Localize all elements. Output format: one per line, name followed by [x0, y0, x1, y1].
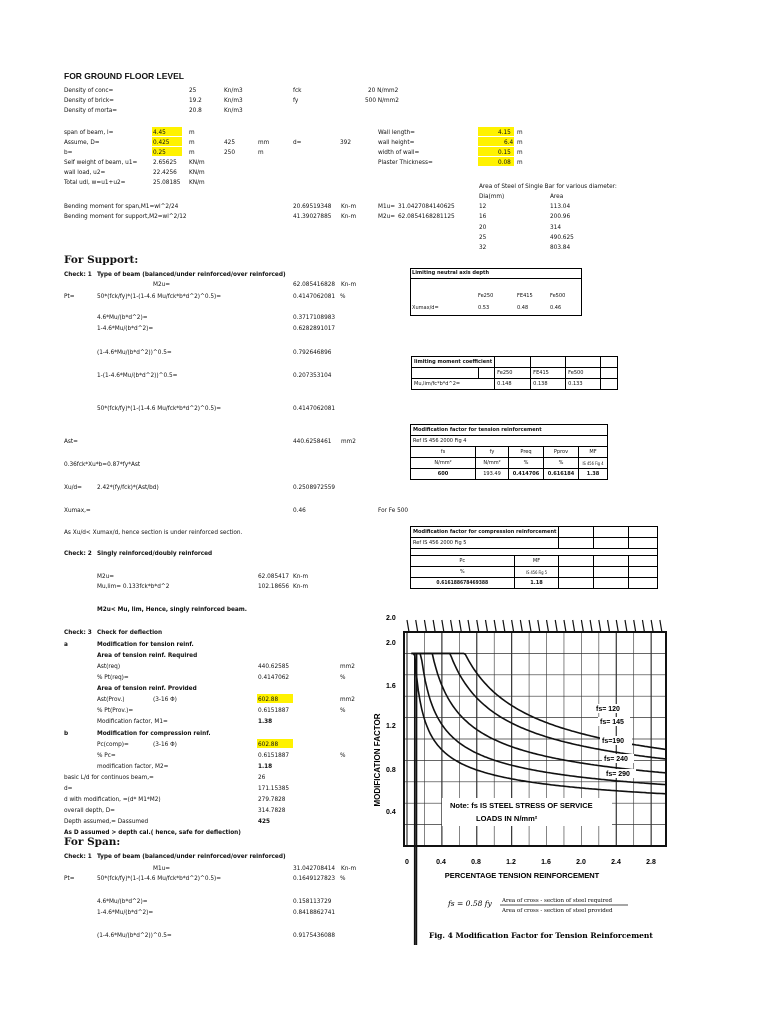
total-udl-value: 25.08185 — [153, 178, 181, 186]
formula-left: fs = 0.58 fy — [448, 899, 492, 908]
ratio3-value: 0.792646896 — [293, 348, 332, 356]
d-calc-label: d= — [64, 784, 73, 792]
ast-req-label: Ast(req) — [97, 662, 121, 670]
d-value: 392 — [340, 138, 351, 146]
top-tick — [547, 620, 549, 632]
xud-value: 0.2508972559 — [293, 483, 336, 491]
m2u-label: M2u= — [153, 280, 171, 288]
total-udl-unit: KN/m — [189, 178, 205, 186]
span-ratio2-value: 0.8418862741 — [293, 908, 336, 916]
check1-title: Type of beam (balanced/under reinforced/over reinforced) — [97, 270, 286, 278]
bar-area-title: Area of Steel of Single Bar for various diameter: — [479, 182, 617, 190]
pt-req-label: % Pt(req)= — [97, 673, 129, 681]
ratio1-label: 4.6*Mu/(b*d^2)= — [97, 313, 148, 321]
formula-denominator: Area of cross - section of steel provided — [502, 908, 613, 914]
wall-width-label: width of wall= — [378, 148, 420, 156]
ppc-label: % Pc= — [97, 751, 116, 759]
equilibrium-eq: 0.36fck*Xu*b=0.87*fy*Ast — [64, 460, 141, 468]
mc-header: Fe500 — [566, 368, 601, 379]
span-ratio1-label: 4.6*Mu/(b*d^2)= — [97, 897, 148, 905]
check2-result: M2u< Mu, lim, Hence, singly reinforced beam. — [97, 605, 247, 613]
top-tick — [573, 620, 575, 632]
pt-prov-value: 0.6151887 — [258, 706, 290, 714]
ppc-value: 0.6151887 — [258, 751, 290, 759]
wall-width-value[interactable]: 0.15 — [498, 148, 511, 156]
span-heading: For Span: — [64, 836, 121, 848]
t3-value: 193.49 — [476, 469, 509, 480]
t3-header: MF — [579, 447, 608, 458]
span-check1-label: Check: 1 — [64, 852, 92, 860]
ast-prov-label: Ast(Prov.) — [97, 695, 125, 703]
mc-value: 0.138 — [531, 379, 566, 390]
ratio3-label: (1-4.6*Mu/(b*d^2))^0.5= — [97, 348, 172, 356]
m1-label: Modification factor, M1= — [97, 717, 168, 725]
curve-label: fs= 145 — [600, 719, 624, 726]
density-brick-label: Density of brick= — [64, 96, 114, 104]
density-brick-unit: Kn/m3 — [224, 96, 243, 104]
density-mortar-unit: Kn/m3 — [224, 106, 243, 114]
note-line-1: Note: fs IS STEEL STRESS OF SERVICE — [450, 801, 593, 810]
b-label: b= — [64, 148, 73, 156]
y-tick: 1.2 — [386, 723, 396, 730]
top-tick — [625, 620, 627, 632]
m2-value: 1.18 — [258, 762, 273, 770]
xumax-label: Xumax,= — [64, 506, 91, 514]
span-ratio3-label: (1-4.6*Mu/(b*d^2))^0.5= — [97, 931, 172, 939]
m2u-check2-value: 62.085417 — [258, 572, 290, 580]
top-tick — [660, 620, 662, 632]
m1u-label: M1u= — [378, 202, 396, 210]
wall-load-label: wall load, u2= — [64, 168, 106, 176]
self-weight-value: 2.65625 — [153, 158, 177, 166]
wall-length-value[interactable]: 4.15 — [498, 128, 511, 136]
top-tick — [651, 620, 653, 632]
t3-unit: IS 456 Fig 4 — [579, 458, 608, 469]
mulim-label: Mu,lim= 0.133fck*b*d^2 — [97, 582, 170, 590]
t3-value: 0.616184 — [544, 469, 579, 480]
na-value: 0.48 — [517, 305, 529, 311]
b-mm-unit: m — [258, 148, 264, 156]
t3-unit: N/mm² — [411, 458, 476, 469]
t3-header: fs — [411, 447, 476, 458]
figure-caption: Fig. 4 Modification Factor for Tension Reinforcement — [429, 931, 653, 940]
ast-prov-value[interactable]: 602.88 — [258, 695, 279, 703]
mc-header: FE415 — [531, 368, 566, 379]
t4-unit: % — [411, 567, 515, 578]
x-tick: 2.0 — [576, 859, 586, 866]
top-tick — [555, 620, 557, 632]
y-tick: 1.6 — [386, 683, 396, 690]
check3-label: Check: 3 — [64, 628, 92, 636]
for-fe500: For Fe 500 — [378, 506, 409, 514]
xud-formula: 2.42*(fy/fck)*(Ast/bd) — [97, 483, 159, 491]
bm-span-unit: Kn-m — [341, 202, 357, 210]
bar-area: 113.04 — [550, 202, 571, 210]
fck-value: 20 N/mm2 — [368, 86, 399, 94]
na-row-label: Xumax/d= — [412, 305, 439, 311]
moment-coef-title: limiting moment coefficient — [412, 357, 495, 368]
span-ratio3-value: 0.9175436088 — [293, 931, 336, 939]
x-tick: 0 — [405, 859, 409, 866]
pt-req-unit: % — [340, 673, 346, 681]
na-header: Fe250 — [478, 293, 494, 299]
top-tick — [642, 620, 644, 632]
ast-unit: mm2 — [341, 437, 356, 445]
pt-formula: 50*(fck/fy)*(1-(1-4.6 Mu/fck*b*d^2)^0.5)= — [97, 292, 222, 300]
density-conc-unit: Kn/m3 — [224, 86, 243, 94]
assume-value[interactable]: 0.425 — [153, 138, 170, 146]
na-header: FE415 — [517, 293, 533, 299]
span-m1u-unit: Kn-m — [341, 864, 357, 872]
top-tick — [581, 620, 583, 632]
pt-unit: % — [340, 292, 346, 300]
tension-mf-ref: Ref IS 456 2000 Fig 4 — [411, 436, 608, 447]
neutral-axis-title: Limiting neutral axis depth — [412, 270, 490, 276]
bm-span-label: Bending moment for span,M1=wl^2/24 — [64, 202, 179, 210]
bar-area-header: Area — [550, 192, 564, 200]
m2u-check2-unit: Kn-m — [293, 572, 309, 580]
bar-area: 200.96 — [550, 212, 571, 220]
pt-prov-label: % Pt(Prov.)= — [97, 706, 134, 714]
d-calc-value: 171.15385 — [258, 784, 290, 792]
wall-length-unit: m — [517, 128, 523, 136]
formula-numerator: Area of cross - section of steel required — [502, 898, 612, 904]
bar-area: 490.625 — [550, 233, 574, 241]
top-tick — [485, 620, 487, 632]
t4-header: Pc — [411, 556, 515, 567]
ratio4-label: 1-(1-4.6*Mu/(b*d^2))^0.5= — [97, 371, 178, 379]
density-brick-value: 19.2 — [189, 96, 202, 104]
ast-prov-unit: mm2 — [340, 695, 355, 703]
t4-value: 0.616188678469388 — [411, 578, 515, 589]
bar-dia: 12 — [479, 202, 487, 210]
item-b: b — [64, 729, 69, 737]
check2-title: Singly reinforced/doubly reinforced — [97, 549, 213, 557]
wall-height-value[interactable]: 6.4 — [504, 138, 514, 146]
top-tick — [520, 620, 522, 632]
span-pt-formula: 50*(fck/fy)*(1-(1-4.6 Mu/fck*b*d^2)^0.5)= — [97, 874, 222, 882]
y-tick: 2.0 — [386, 615, 396, 622]
m1-value: 1.38 — [258, 717, 273, 725]
plaster-value[interactable]: 0.08 — [498, 158, 511, 166]
span-check1-title: Type of beam (balanced/under reinforced/over reinforced) — [97, 852, 286, 860]
depth-assumed-label: Depth assumed,= Dassumed — [64, 817, 149, 825]
ast-value: 440.6258461 — [293, 437, 332, 445]
x-axis-label: PERCENTAGE TENSION REINFORCEMENT — [444, 871, 600, 880]
d-mod-label: d with modification, =(d* M1*M2) — [64, 795, 161, 803]
top-tick — [451, 620, 453, 632]
deflection-result: As D assumed > depth cal.( hence, safe for deflection) — [64, 828, 241, 836]
item-a: a — [64, 640, 68, 648]
basic-ld-value: 26 — [258, 773, 266, 781]
ast-label: Ast= — [64, 437, 78, 445]
m2-label: modification factor, M2= — [97, 762, 169, 770]
bar-dia-header: Dia(mm) — [479, 192, 505, 200]
compression-mf-title: Modification factor for compression reinforcement — [411, 527, 559, 538]
x-tick: 0.4 — [436, 859, 446, 866]
mc-row-label: Mu,lim/fc*b*d^2= — [412, 379, 495, 390]
x-tick: 0.8 — [471, 859, 481, 866]
t4-value: 1.18 — [514, 578, 559, 589]
m2u-value: 62.0854168281125 — [398, 212, 455, 220]
bar-dia: 20 — [479, 223, 487, 231]
top-tick — [442, 620, 444, 632]
page-title: FOR GROUND FLOOR LEVEL — [64, 71, 184, 81]
span-unit: m — [189, 128, 195, 136]
overall-depth-value: 314.7828 — [258, 806, 286, 814]
top-tick — [459, 620, 461, 632]
fy-label: fy — [293, 96, 299, 104]
ast-req-value: 440.62585 — [258, 662, 290, 670]
ast-prov-bars: (3-16 Φ) — [153, 695, 177, 703]
top-tick — [477, 620, 479, 632]
wall-length-label: Wall length= — [378, 128, 415, 136]
x-tick-labels — [405, 859, 656, 866]
x-tick: 2.4 — [611, 859, 621, 866]
check2-label: Check: 2 — [64, 549, 92, 557]
ratio4-value: 0.207353104 — [293, 371, 332, 379]
pt-prov-unit: % — [340, 706, 346, 714]
check3-title: Check for deflection — [97, 628, 163, 636]
ratio5-value: 0.4147062081 — [293, 404, 336, 412]
mc-value: 0.133 — [566, 379, 601, 390]
y-tick: 0.8 — [386, 767, 396, 774]
top-tick — [407, 620, 409, 632]
compression-mf-table — [410, 526, 658, 589]
assume-label: Assume, D= — [64, 138, 100, 146]
na-value: 0.46 — [550, 305, 562, 311]
ppc-unit: % — [340, 751, 346, 759]
t3-unit: % — [509, 458, 544, 469]
xud-label: Xu/d= — [64, 483, 82, 491]
depth-assumed-value: 425 — [258, 817, 271, 825]
pt-req-value: 0.4147062 — [258, 673, 290, 681]
top-tick — [616, 620, 618, 632]
pt-value: 0.4147062081 — [293, 292, 336, 300]
pc-label: Pc(comp)= — [97, 740, 129, 748]
top-tick — [424, 620, 426, 632]
assume-mm: 425 — [224, 138, 235, 146]
top-tick — [599, 620, 601, 632]
d-label: d= — [293, 138, 302, 146]
mc-value: 0.148 — [495, 379, 531, 390]
top-tick — [494, 620, 496, 632]
span-pt-label: Pt= — [64, 874, 75, 882]
t3-unit: N/mm² — [476, 458, 509, 469]
t3-header: Pprov — [544, 447, 579, 458]
mulim-value: 102.18656 — [258, 582, 290, 590]
x-tick: 2.8 — [646, 859, 656, 866]
top-tick — [512, 620, 514, 632]
fck-label: fck — [293, 86, 302, 94]
top-tick — [564, 620, 566, 632]
bm-support-unit: Kn-m — [341, 212, 357, 220]
curve-label: fs= 290 — [606, 771, 630, 778]
item-a-title: Modification for tension reinf. — [97, 640, 194, 648]
bar-dia: 25 — [479, 233, 487, 241]
span-pt-unit: % — [340, 874, 346, 882]
plaster-label: Plaster Thickness= — [378, 158, 433, 166]
na-value: 0.53 — [478, 305, 490, 311]
na-header: Fe500 — [550, 293, 566, 299]
top-tick — [529, 620, 531, 632]
top-tick — [416, 620, 418, 632]
note-line-2: LOADS IN N/mm² — [476, 814, 538, 823]
ratio5-label: 50*(fck/fy)*(1-(1-4.6 Mu/fck*b*d^2)^0.5)= — [97, 404, 222, 412]
wall-width-unit: m — [517, 148, 523, 156]
top-tick — [433, 620, 435, 632]
density-conc-label: Density of conc= — [64, 86, 114, 94]
bar-area: 314 — [550, 223, 561, 231]
xumax-value: 0.46 — [293, 506, 306, 514]
area-required-title: Area of tension reinf. Required — [97, 651, 198, 659]
mc-header: Fe250 — [495, 368, 531, 379]
curve-label: fs= 120 — [596, 706, 620, 713]
t3-value: 0.414706 — [509, 469, 544, 480]
assume-unit: m — [189, 138, 195, 146]
self-weight-label: Self weight of beam, u1= — [64, 158, 138, 166]
span-pt-value: 0.1649127823 — [293, 874, 336, 882]
check1-conclusion: As Xu/d< Xumax/d, hence section is under reinforced section. — [64, 528, 243, 536]
mulim-unit: Kn-m — [293, 582, 309, 590]
modification-factor-chart — [372, 610, 668, 945]
area-provided-title: Area of tension reinf. Provided — [97, 684, 197, 692]
y-tick: 0.4 — [386, 809, 396, 816]
span-ratio1-value: 0.158113729 — [293, 897, 332, 905]
bm-support-label: Bending moment for support,M2=wl^2/12 — [64, 212, 187, 220]
curve-label: fs= 240 — [604, 756, 628, 763]
span-value[interactable]: 4.45 — [153, 128, 166, 136]
density-conc-value: 25 — [189, 86, 197, 94]
ratio2-value: 0.6282891017 — [293, 324, 336, 332]
span-label: span of beam, l= — [64, 128, 114, 136]
top-tick — [538, 620, 540, 632]
span-m1u-label: M1u= — [153, 864, 171, 872]
overall-depth-label: overall depth, D= — [64, 806, 115, 814]
x-tick: 1.6 — [541, 859, 551, 866]
wall-height-unit: m — [517, 138, 523, 146]
t3-header: Preq — [509, 447, 544, 458]
item-b-title: Modification for compression reinf. — [97, 729, 211, 737]
ast-req-unit: mm2 — [340, 662, 355, 670]
t4-unit: IS 456 Fig 5 — [514, 567, 559, 578]
t3-unit: % — [544, 458, 579, 469]
total-udl-label: Total udl, w=u1+u2= — [64, 178, 126, 186]
top-tick — [503, 620, 505, 632]
curve-label: fs=190 — [602, 738, 624, 745]
pc-bars: (3-16 Φ) — [153, 740, 177, 748]
top-tick — [634, 620, 636, 632]
x-tick: 1.2 — [506, 859, 516, 866]
m2u-label: M2u= — [378, 212, 396, 220]
tension-mf-table — [410, 424, 608, 480]
t3-value: 1.38 — [579, 469, 608, 480]
y-tick: 2.0 — [386, 640, 396, 647]
d-mod-value: 279.7828 — [258, 795, 286, 803]
ratio2-label: 1-4.6*Mu/(b*d^2)= — [97, 324, 154, 332]
wall-load-unit: KN/m — [189, 168, 205, 176]
wall-load-value: 22.4256 — [153, 168, 177, 176]
compression-mf-ref: Ref IS 456 2000 Fig 5 — [411, 538, 559, 549]
pt-label: Pt= — [64, 292, 75, 300]
m2u-check2-label: M2u= — [97, 572, 115, 580]
basic-ld-label: basic L/d for continuos beam,= — [64, 773, 154, 781]
y-axis-label: MODIFICATION FACTOR — [373, 713, 382, 807]
fy-value: 500 N/mm2 — [365, 96, 399, 104]
bar-dia: 16 — [479, 212, 487, 220]
top-tick — [590, 620, 592, 632]
y-tick-labels — [386, 615, 396, 816]
b-mm: 250 — [224, 148, 235, 156]
support-heading: For Support: — [64, 254, 139, 266]
span-ratio2-label: 1-4.6*Mu/(b*d^2)= — [97, 908, 154, 916]
pc-value[interactable]: 602.88 — [258, 740, 279, 748]
density-mortar-label: Density of morta= — [64, 106, 118, 114]
m1u-value: 31.0427084140625 — [398, 202, 455, 210]
self-weight-unit: KN/m — [189, 158, 205, 166]
bar-dia: 32 — [479, 243, 487, 251]
modification-factor-figure — [372, 610, 668, 945]
wall-height-label: wall height= — [378, 138, 415, 146]
bar-area: 803.84 — [550, 243, 571, 251]
b-unit: m — [189, 148, 195, 156]
assume-mm-unit: mm — [258, 138, 270, 146]
span-m1u-value: 31.042708414 — [293, 864, 336, 872]
t4-header: MF — [514, 556, 559, 567]
top-tick — [608, 620, 610, 632]
plaster-unit: m — [517, 158, 523, 166]
b-value[interactable]: 0.25 — [153, 148, 166, 156]
m2u-unit: Kn-m — [341, 280, 357, 288]
bm-span-value: 20.69519348 — [293, 202, 332, 210]
t3-value: 600 — [411, 469, 476, 480]
bm-support-value: 41.39027885 — [293, 212, 332, 220]
tension-mf-title: Modification factor for tension reinforcement — [411, 425, 608, 436]
moment-coef-table — [411, 356, 618, 390]
m2u-value: 62.085416828 — [293, 280, 336, 288]
ratio1-value: 0.3717108983 — [293, 313, 336, 321]
t3-header: fy — [476, 447, 509, 458]
density-mortar-value: 20.8 — [189, 106, 202, 114]
check1-label: Check: 1 — [64, 270, 92, 278]
top-tick — [468, 620, 470, 632]
